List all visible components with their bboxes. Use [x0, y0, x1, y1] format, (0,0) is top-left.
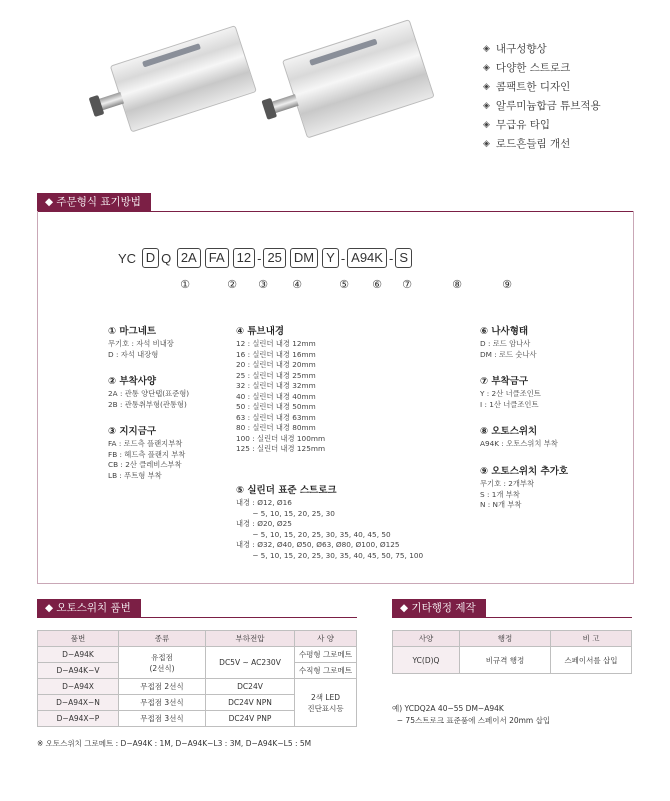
table-row: D−A94X−N 무접점 3선식 DC24V NPN [38, 695, 357, 711]
diamond-bullet-icon: ◈ [483, 101, 490, 111]
code-number-8: ⑧ [452, 278, 462, 291]
diamond-icon: ◆ [45, 196, 57, 208]
feature-item: ◈ 콤팩트한 디자인 [483, 78, 601, 97]
code-box-magnet: D [142, 248, 159, 268]
code-number-4: ④ [292, 278, 302, 291]
code-box-mounting: 2A [177, 248, 201, 268]
code-number-9: ⑨ [502, 278, 512, 291]
code-number-6: ⑥ [372, 278, 382, 291]
feature-item: ◈ 로드흔들림 개선 [483, 135, 601, 154]
table-row: D−A94K−V 수직형 그로메트 [38, 663, 357, 679]
code-number-3: ③ [258, 278, 268, 291]
table-row: D−A94X−P 무접점 3선식 DC24V PNP [38, 711, 357, 727]
group-bore: ④ 튜브내경 12 : 실린더 내경 12mm 16 : 실린더 내경 16mm 20 : 실린더 내경 20mm 25 : 실린더 내경 25mm 32 : 실린더 내경 32mm 40 : 실린더 내경 40mm 50 : 실린더 내경 50mm 63 : 실린더 내경 63mm 80 : 실린더 내경 80mm 100 : 실린더 내경 100mm 125 : 실린더 내경 125mm [236, 326, 326, 453]
table-header-row: 품번 종류 부하전압 사 양 [38, 631, 357, 647]
feature-item: ◈ 다양한 스트로크 [483, 59, 601, 78]
section-header-order-format: ◆ 주문형식 표기방법 [37, 193, 151, 211]
code-box-thread: DM [290, 248, 318, 268]
other-stroke-table [392, 630, 632, 674]
code-box-switch-count: S [395, 248, 412, 268]
group-bracket: ③ 지지금구 FA : 로드측 플랜지부착 FB : 헤드측 플랜지 부착 CB : 2산 클레비스부착 LB : 푸트형 부착 [108, 426, 186, 480]
code-number-2: ② [227, 278, 237, 291]
diamond-bullet-icon: ◈ [483, 139, 490, 149]
model-code: YC D Q 2A FA 12 - 25 DM Y - A94K - S [118, 248, 414, 268]
table-row: YC(D)Q 비규격 행정 스페이서를 삽입 [393, 647, 632, 674]
group-autoswitch: ⑧ 오토스위치 A94K : 오토스위치 부착 [480, 426, 558, 448]
code-box-autoswitch: A94K [347, 248, 387, 268]
section-header-other-stroke: ◆ 기타행정 제작 [392, 599, 486, 617]
code-box-bracket: FA [205, 248, 229, 268]
product-image-left [75, 5, 266, 161]
divider [392, 617, 632, 618]
table-row: D−A94K 유접점 (2선식) DC5V ~ AC230V 수평형 그로메트 [38, 647, 357, 663]
divider [37, 617, 357, 618]
group-stroke: ⑤ 실린더 표준 스트로크 내경 : Ø12, Ø16 − 5, 10, 15, 20, 25, 30 내경 : Ø20, Ø25 − 5, 10, 15, 20, 25, 30, 35, 40, 45, 50 내경 : Ø32, Ø40, Ø50, Ø63, Ø80, Ø100, Ø125 − 5, 10, 15, 20, 25, 30, 35, 40, 45, 50, 75, 100 [236, 485, 424, 560]
group-mounting: ② 부착사양 2A : 관통 양단탭(표준형) 2B : 관통취부형(관통형) [108, 376, 190, 409]
example-line-1: 예) YCDQ2A 40−55 DM−A94K [392, 704, 504, 713]
group-switch-count: ⑨ 오토스위치 추가호 무기호 : 2개부착 S : 1개 부착 N : N개 부착 [480, 466, 569, 509]
diamond-icon: ◆ [400, 602, 412, 614]
feature-list [483, 40, 601, 154]
feature-item: ◈ 무급유 타입 [483, 116, 601, 135]
diamond-bullet-icon: ◈ [483, 82, 490, 92]
group-fitting: ⑦ 부착금구 Y : 2산 너클조인트 I : 1산 너클조인트 [480, 376, 541, 409]
example-line-2: − 75스트로크 표준품에 스페이서 20mm 삽입 [392, 716, 551, 725]
section-header-autoswitch: ◆ 오토스위치 품번 [37, 599, 141, 617]
code-number-1: ① [180, 278, 190, 291]
code-number-7: ⑦ [402, 278, 412, 291]
code-box-bore: 12 [233, 248, 255, 268]
diamond-bullet-icon: ◈ [483, 44, 490, 54]
feature-item: ◈ 알루미늄합금 튜브적용 [483, 97, 601, 116]
diamond-bullet-icon: ◈ [483, 63, 490, 73]
code-box-stroke: 25 [263, 248, 285, 268]
table-row: D−A94X 무접점 2선식 DC24V 2색 LED 진단표시등 [38, 679, 357, 695]
table-header-row: 사양 행정 비 고 [393, 631, 632, 647]
diamond-icon: ◆ [45, 602, 57, 614]
code-number-5: ⑤ [339, 278, 349, 291]
code-box-fitting: Y [322, 248, 339, 268]
product-image-right [245, 4, 445, 163]
group-thread: ⑥ 나사형태 D : 로드 암나사 DM : 로드 숫나사 [480, 326, 537, 359]
feature-item: ◈ 내구성향상 [483, 40, 601, 59]
diamond-bullet-icon: ◈ [483, 120, 490, 130]
autoswitch-note: ※ 오토스위치 그로메트 : D−A94K : 1M, D−A94K−L3 : 3M, D−A94K−L5 : 5M [37, 739, 312, 748]
group-magnet: ① 마그네트 무기호 : 자석 비내장 D : 자석 내장형 [108, 326, 174, 359]
autoswitch-table [37, 630, 357, 727]
